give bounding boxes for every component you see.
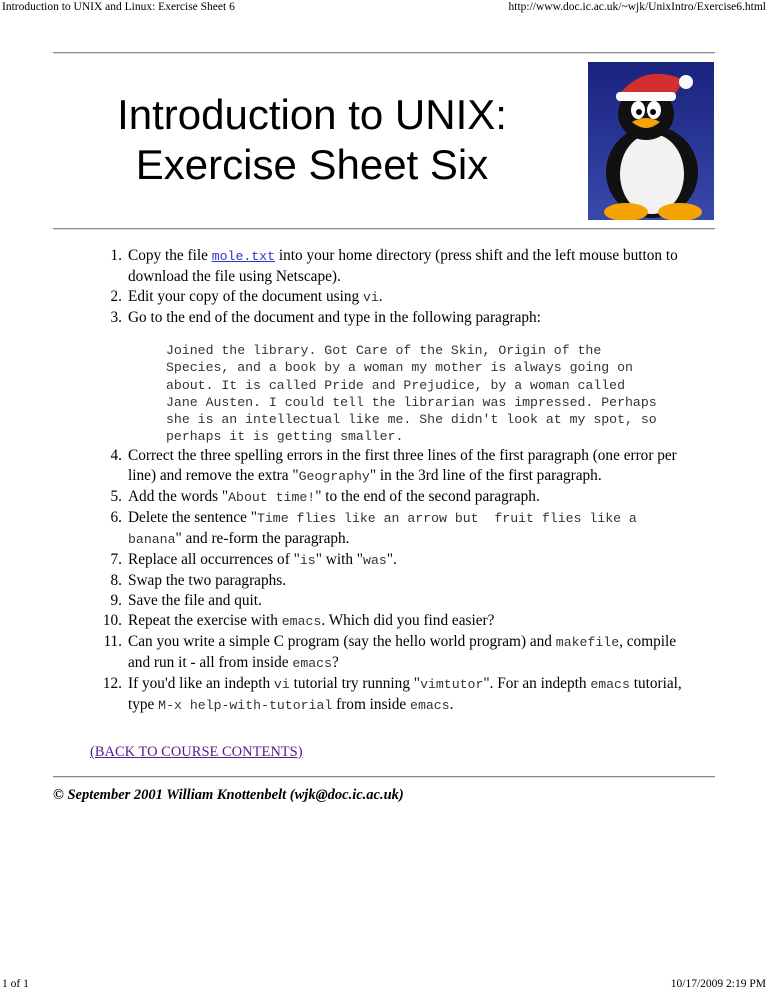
exercise-item-8: 8. Swap the two paragraphs. [110, 571, 287, 589]
exercise-list [90, 246, 690, 716]
exercise-item-7: 7. Replace all occurrences of "is" with "was". [110, 550, 397, 568]
exercise-item-9: 9. Save the file and quit. [110, 591, 262, 609]
exercise-item-3: 3. Go to the end of the document and type in the following paragraph: Joined the library. Got Care of the Skin, Origin of the Species, and a book by a woman my mother is always going on about. It is called Pride and Prejudice, by a woman called Jane Austen. I could tell the librarian was impressed. Perhaps she is an intellectual like me. She didn't look at my spot, so perhaps it is getting smaller. [90, 308, 690, 446]
exercise-item-10: 10. Repeat the exercise with emacs. Which did you find easier? [102, 611, 495, 629]
exercise-item-5: 5. Add the words "About time!" to the end of the second paragraph. [110, 487, 540, 505]
print-footer-timestamp: 10/17/2009 2:19 PM [670, 978, 766, 990]
copyright-notice: © September 2001 William Knottenbelt (wjk@doc.ic.ac.uk) [53, 787, 404, 803]
print-header [0, 0, 768, 16]
exercise-item-12: 12. If you'd like an indepth vi tutorial try running "vimtutor". For an indepth emacs tutorial, type M-x help-with-tutorial from inside emacs. [102, 674, 682, 713]
exercise-content [90, 246, 690, 716]
page-title-line2: Exercise Sheet Six [135, 141, 489, 188]
page-title-line1: Introduction to UNIX: [117, 91, 507, 138]
exercise-item-4: 4. Correct the three spelling errors in the first three lines of the first paragraph (one error per line) and remove the extra "Geography" in the 3rd line of the first paragraph. [110, 446, 677, 484]
print-footer [0, 978, 768, 994]
exercise-item-11: 11. Can you write a simple C program (say the hello world program) and makefile, compile and run it - all from inside emacs? [103, 632, 677, 671]
print-footer-page: 1 of 1 [2, 978, 29, 990]
back-to-course-contents-link[interactable]: (BACK TO COURSE CONTENTS) [90, 744, 303, 760]
exercise-item-1: 1. Copy the file mole.txt into your home directory (press shift and the left mouse button to download the file using Netscape). [110, 247, 678, 285]
divider-middle [53, 228, 715, 230]
tux-santa-image [588, 62, 714, 220]
print-header-title: Introduction to UNIX and Linux: Exercise Sheet 6 [2, 1, 235, 13]
divider-top [53, 52, 715, 54]
exercise-item-6: 6. Delete the sentence "Time flies like an arrow but fruit flies like a banana" and re-form the paragraph. [110, 508, 645, 547]
paragraph-to-type: Joined the library. Got Care of the Skin, Origin of the Species, and a book by a woman my mother is always going on about. It is called Pride and Prejudice, by a woman called Jane Austen. I could tell the librarian was impressed. Perhaps she is an intellectual like me. She didn't look at my spot, so perhaps it is getting smaller. [166, 343, 657, 445]
divider-bottom [53, 776, 715, 778]
print-header-url: http://www.doc.ic.ac.uk/~wjk/UnixIntro/Exercise6.html [508, 1, 766, 13]
mole-txt-link[interactable]: mole.txt [211, 249, 276, 264]
page-title [62, 90, 562, 190]
exercise-item-2: 2. Edit your copy of the document using vi. [110, 288, 383, 305]
